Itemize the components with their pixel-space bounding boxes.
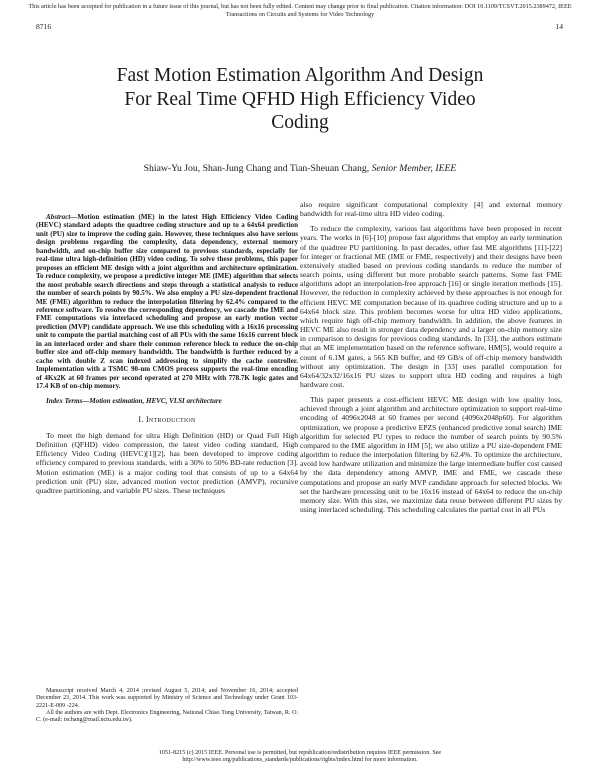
paper-title — [60, 64, 540, 135]
abstract — [36, 213, 298, 391]
abstract-label: Abstract — [46, 213, 71, 221]
author-membership: Senior Member, IEEE — [371, 163, 457, 174]
section-heading-introduction: I. Introduction — [138, 414, 196, 424]
abstract-text: —Motion estimation (ME) in the latest High Efficiency Video Coding (HEVC) standard adopts the quadtree coding structure and up to a 64x64 prediction unit (PU) size to improve the coding gain. However, these techniques also have serious design problems regarding the complexity, data dependency, external memory bandwidth, and on-chip buffer size compared to previous standards, especially for real-time ultra high-definition (HD) video coding. To solve these problems, this paper proposes an efficient ME design with a joint algorithm and architecture optimization. To reduce complexity, we propose a predictive integer ME (IME) algorithm that selects the most probable search directions and steps through a statistical analysis to reduce the number of search points by 90.5%. We also employ a PU size-dependent fractional ME (FME) algorithm to reduce the interpolation filtering by 62.4% compared to the reference software. To resolve the corresponding dependency, we cascade the IME and FME computations via interlaced scheduling and propose an early motion vector prediction (MVP) candidate approach. We use this scheduling with a 16x16 processing unit to compute the partial matching cost of all PUs with the same 16x16 current block in an interlaced order and share their common reference block to reduce the on-chip buffer size and off-chip memory bandwidth. The bandwidth is further reduced by a cache with double Z scan indexed addressing to simplify the cache controller. Implementation with a TSMC 90-nm CMOS process supports the real-time encoding of 4Kx2K at 60 frames per second operated at 270 MHz with 778.7K logic gates and 17.4 KB of on-chip memory. — [36, 213, 298, 391]
author-names: Shiaw-Yu Jou, Shan-Jung Chang and Tian-Sheuan Chang, — [143, 163, 372, 174]
footnote-affiliation: All the authors are with Dept. Electronics Engineering, National Chiao Tung University, Taiwan, R. O. C. (e-mail: tschang@mail.nctu.edu.tw). — [36, 709, 298, 724]
prepublication-notice: This article has been accepted for publication in a future issue of this journal, but has not been fully edited. Content may change prior to final publication. Citation information: DOI 10.1109/TCSVT.2015.2389472, IEEE Transactions on Circuits and Systems for Video Technology — [28, 3, 572, 18]
introduction-continuation: also require significant computational complexity [4] and external memory bandwidth for real-time ultra HD video coding. — [300, 200, 562, 219]
author-line — [40, 163, 560, 175]
right-column — [300, 200, 562, 748]
introduction-paragraph-1: To meet the high demand for ultra High Definition (HD) or Quad Full High Definition (QFHD) video compression, the latest video coding standard, High Efficiency Video Coding (HEVC)[1][2], has been developed to improve coding efficiency compared to previous standards, with a 30% to 50% BD-rate reduction [3]. Motion estimation (ME) is a major coding tool that consists of up to a 64x64 prediction unit (PU) size, advanced motion vector prediction (AMVP), recursive quadtree partitioning, and variable PU sizes. These techniques — [36, 430, 298, 495]
index-terms-label: Index Terms — [46, 396, 83, 405]
paper-title-line-1: Fast Motion Estimation Algorithm And Design — [116, 65, 484, 86]
footnote — [36, 688, 298, 724]
paper-title-line-3: Coding — [271, 112, 329, 133]
index-terms — [36, 397, 298, 405]
index-terms-text: —Motion estimation, HEVC, VLSI architecture — [82, 396, 222, 405]
left-column — [36, 213, 298, 743]
manuscript-number: 8716 — [36, 22, 52, 31]
paper-title-line-2: For Real Time QFHD High Efficiency Video — [124, 88, 476, 110]
copyright-notice: 1051-8215 (c) 2015 IEEE. Personal use is permitted, but republication/redistribution requires IEEE permission. See http://www.ieee.org/publications_standards/publications/rights/index.html for more information. — [158, 750, 442, 764]
page-number: 14 — [555, 22, 563, 31]
introduction-paragraph-2: To reduce the complexity, various fast algorithms have been proposed in recent years. The works in [6]-[10] propose fast algorithms that employ an early termination of the quadtree PU partitioning. In past decades, other fast ME algorithms [11]-[22] for integer or fractional ME (IME or FME, respectively) and their designs have been extensively studied based on previous coding standards to reduce the number of search points, using different but more probable search patterns. Some fast FME algorithms adopt an interpolation-free approach [16] or single iteration methods [15]. However, the reduction in complexity achieved by these approaches is not enough for efficient HEVC ME computation because of its quadtree coding structure and up to a 64x64 block size. This problem becomes worse for ultra HD video applications, which require high off-chip memory bandwidth. In addition, the above features in HEVC ME also result in stronger data dependency and a larger on-chip memory size in comparison to designs for previous coding standards. In [33], the authors estimate that an ME implementation based on the reference software, HM[5], would require a count of 6.1M gates, a 565 KB buffer, and 69 GB/s of off-chip memory bandwidth without any optimization. The design in [33] uses parallel computation for 64x64/32x32/16x16 PU sizes to support ultra HD coding and requires a high hardware cost. — [300, 224, 562, 389]
footnote-manuscript-dates: Manuscript received March 4, 2014 ;revised August 5, 2014; and November 16, 2014; accepted December 23, 2014. This work was supported by Ministry of Science and Technology under Grant 103-2221-E-009 -224. — [36, 688, 298, 709]
introduction-paragraph-3: This paper presents a cost-efficient HEVC ME design with low quality loss, achieved through a joint algorithm and architecture optimization to support real-time encoding of 4096x2048 at 60 frames per second (4096x2048p60). For algorithm optimization, we propose a predictive EPZS (enhanced predictive zonal search) IME algorithm for selected PU types to reduce the number of search points by 90.5% compared to the IME algorithm in HM [5]; we also utilize a PU size-dependent FME algorithm to reduce the interpolation filtering by 62.4%. To optimize the architecture, avoid low hardware utilization and minimize the large intermediate buffer cost caused by the data dependency among AMVP, IME and FME, we cascade these computations and propose an early MVP candidate approach for selected blocks. We set the hardware processing unit to be 16x16 instead of 64x64 to reduce the on-chip memory size. With this size, we maximize data reuse between different PU sizes by using interlaced scheduling. This scheduling calculates the partial cost in all PUs — [300, 395, 562, 514]
